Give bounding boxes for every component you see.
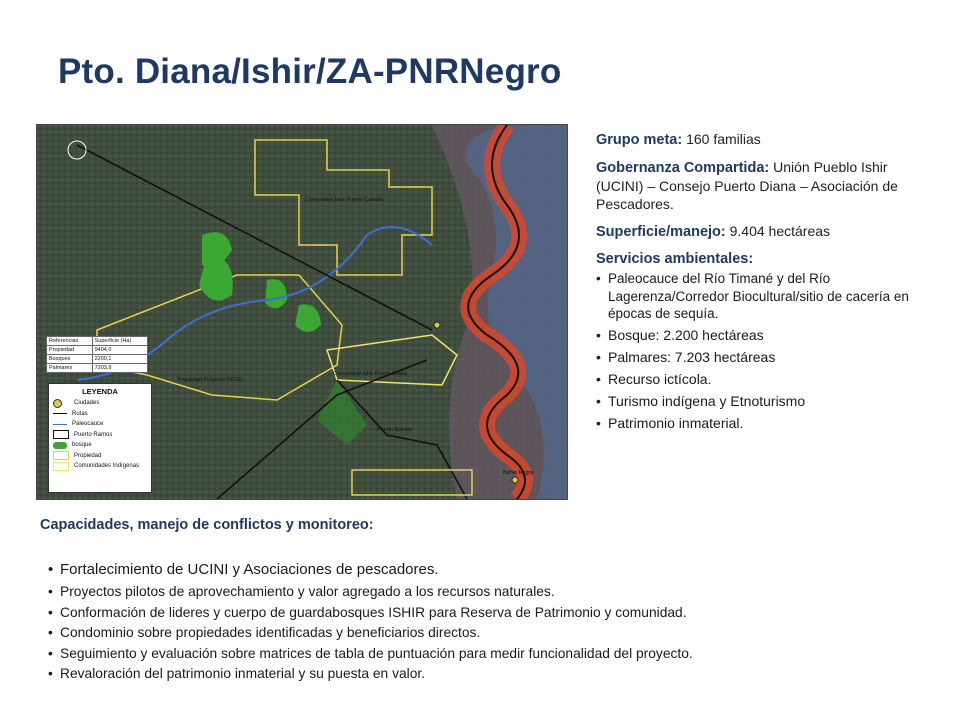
property-swatch-icon — [53, 451, 69, 460]
table-header: Superficie (Ha) — [92, 337, 147, 346]
legend-label: Puerto Ramos — [74, 431, 113, 438]
list-item: • Conformación de lideres y cuerpo de guardabosques ISHIR para Reserva de Patrimonio y comunidad. — [48, 603, 928, 624]
gobernanza-label: Gobernanza Compartida: — [596, 160, 770, 176]
list-item: • Revaloración del patrimonio inmaterial y su puesta en valor. — [48, 664, 928, 685]
table-cell: 7203,9 — [92, 364, 147, 373]
community-swatch-icon — [53, 462, 69, 471]
table-header-row — [47, 337, 148, 346]
boundary-box-icon — [53, 430, 69, 439]
servicios-label: Servicios ambientales: — [596, 251, 754, 267]
list-item: • Paleocauce del Río Timané y del Río Lagerenza/Corredor Biocultural/sitio de cacería en épocas de sequía. — [596, 270, 926, 323]
servicios-list — [596, 270, 926, 432]
road-line-icon — [53, 413, 67, 414]
legend-item — [49, 430, 151, 441]
superficie-label: Superficie/manejo: — [596, 224, 726, 240]
legend-label: bosque — [72, 442, 92, 449]
gobernanza-value: Unión Pueblo Ishir (UCINI) – Consejo Puerto Diana – Asociación de Pescadores. — [596, 159, 898, 212]
list-item: • Recurso ictícola. — [596, 370, 926, 388]
list-item: • Proyectos pilotos de aprovechamiento y valor agregado a los recursos naturales. — [48, 582, 928, 603]
map-label-bahia-negra: Bahia Negra — [503, 470, 534, 476]
grupo-meta — [596, 130, 926, 149]
table-cell: Bosques — [47, 355, 93, 364]
legend-item — [49, 451, 151, 462]
superficie-value: 9.404 hectáreas — [729, 223, 831, 239]
page-title: Pto. Diana/Ishir/ZA-PNRNegro — [58, 52, 562, 91]
town-marker-icon — [434, 322, 440, 328]
grupo-meta-label: Grupo meta: — [596, 132, 683, 148]
legend-label: Paleocauce — [72, 421, 104, 428]
reference-table — [46, 336, 148, 373]
list-item: • Palmares: 7.203 hectáreas — [596, 348, 926, 366]
table-row — [47, 364, 148, 373]
gobernanza — [596, 158, 926, 213]
list-item: • Turismo indígena y Etnoturismo — [596, 392, 926, 410]
info-panel — [596, 130, 926, 441]
legend-label: Rutas — [72, 410, 88, 417]
list-item: • Patrimonio inmaterial. — [596, 414, 926, 432]
town-marker-icon — [512, 477, 518, 483]
capacidades-heading: Capacidades, manejo de conflictos y monitoreo: — [40, 517, 374, 533]
legend-label: Ciudades — [74, 400, 100, 407]
map-label-community-north: Comunidad Ishir Puerto Caballo — [305, 197, 383, 203]
map-label-redd: Propiedad Proyecto REDD — [177, 377, 243, 383]
table-cell: 9404,0 — [92, 346, 147, 355]
legend-item — [49, 398, 151, 409]
servicios — [596, 250, 926, 432]
list-item: • Seguimiento y evaluación sobre matrices de tabla de puntuación para medir funcionalidad del proyecto. — [48, 644, 928, 665]
list-item: • Condominio sobre propiedades identificadas y beneficiarios directos. — [48, 623, 928, 644]
legend-label: Comunidades Indígenas — [74, 463, 140, 470]
legend-item — [49, 409, 151, 420]
legend-item — [49, 461, 151, 472]
table-row — [47, 355, 148, 364]
table-row — [47, 346, 148, 355]
map-label-community-diana: Comunidad Ishir Puerto Diana — [333, 371, 407, 377]
forest-swatch-icon — [53, 442, 67, 449]
superficie — [596, 222, 926, 241]
paleocauce-line-icon — [53, 424, 67, 425]
list-item: • Bosque: 2.200 hectáreas — [596, 326, 926, 344]
map-legend — [48, 383, 152, 493]
legend-item — [49, 419, 151, 430]
map-label-puerto-ramos: Puerto Ramos — [377, 427, 413, 433]
legend-title: LEYENDA — [82, 387, 118, 396]
table-cell: Propiedad — [47, 346, 93, 355]
list-item: • Fortalecimiento de UCINI y Asociaciones de pescadores. — [48, 558, 928, 582]
table-header: Referencias — [47, 337, 93, 346]
city-marker-icon — [53, 399, 62, 408]
table-cell: 2200,1 — [92, 355, 147, 364]
legend-label: Propiedad — [74, 452, 102, 459]
capacidades-list — [48, 558, 928, 685]
table-cell: Palmares — [47, 364, 93, 373]
grupo-meta-value: 160 familias — [686, 131, 761, 147]
legend-item — [49, 440, 151, 451]
